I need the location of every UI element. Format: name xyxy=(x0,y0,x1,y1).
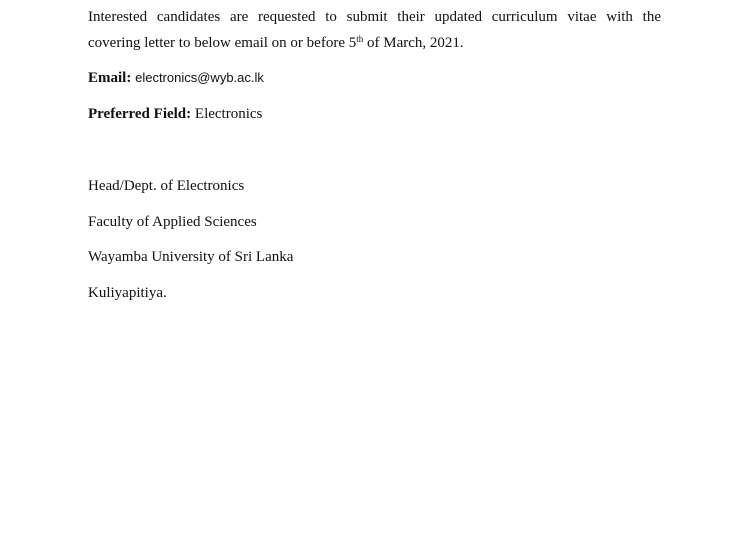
instructions-paragraph xyxy=(88,4,661,56)
address-line-city: Kuliyapitiya. xyxy=(88,285,167,301)
address-line-university: Wayamba University of Sri Lanka xyxy=(88,249,294,265)
instructions-line-2 xyxy=(88,30,661,56)
instructions-line-2-text: covering letter to below email on or before 5 xyxy=(88,35,357,51)
preferred-field-row xyxy=(88,104,262,124)
email-row xyxy=(88,68,264,88)
email-label: Email: xyxy=(88,70,132,86)
address-line-faculty: Faculty of Applied Sciences xyxy=(88,214,257,230)
preferred-field-label: Preferred Field: xyxy=(88,106,192,122)
instructions-line-2-end: of March, 2021. xyxy=(363,35,464,51)
email-address[interactable]: electronics@wyb.ac.lk xyxy=(135,70,264,85)
ordinal-suffix: th xyxy=(356,34,364,44)
instructions-line-1: Interested candidates are requested to submit their updated curriculum vitae with the xyxy=(88,9,661,25)
preferred-field-value: Electronics xyxy=(194,106,263,122)
address-line-department: Head/Dept. of Electronics xyxy=(88,178,245,194)
